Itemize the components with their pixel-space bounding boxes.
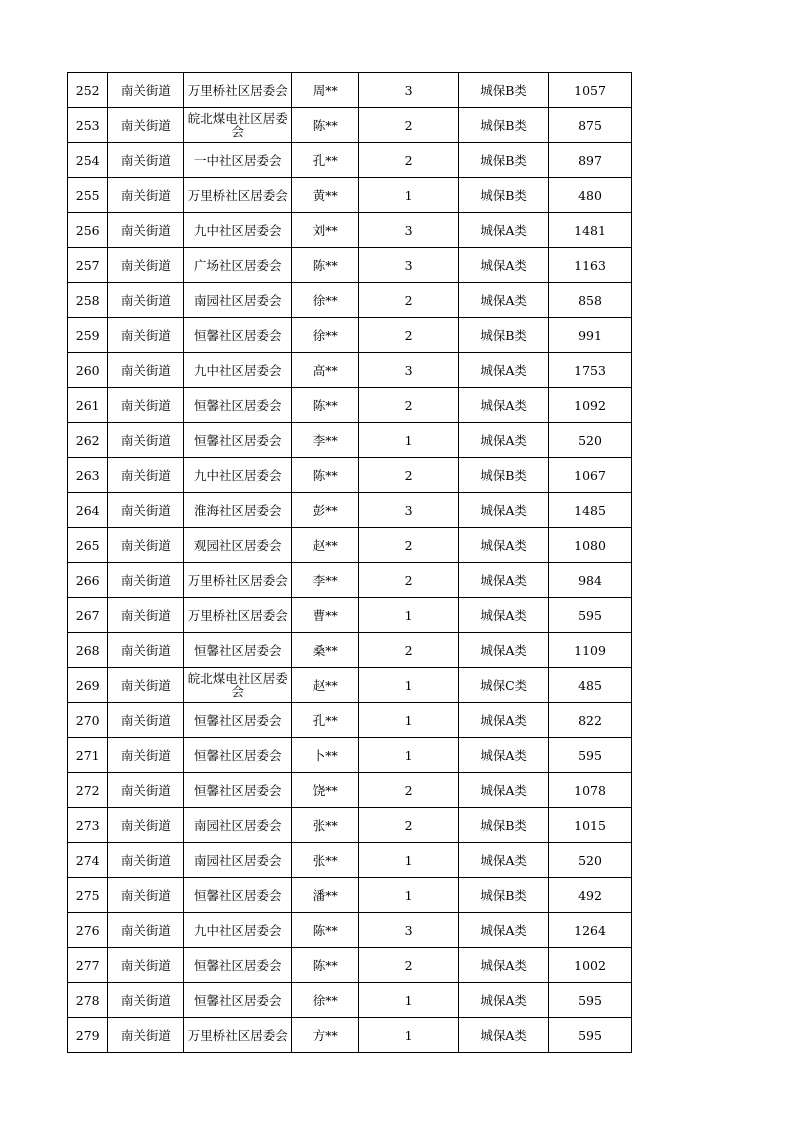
row-number-cell: 256 <box>68 213 108 248</box>
insurance-type-cell: 城保A类 <box>459 528 549 563</box>
table-row <box>68 738 632 773</box>
name-cell: 李** <box>292 423 359 458</box>
row-number-cell: 278 <box>68 983 108 1018</box>
row-number-cell: 261 <box>68 388 108 423</box>
table-row <box>68 178 632 213</box>
community-cell <box>184 913 292 948</box>
table-row <box>68 283 632 318</box>
community-label: 南园社区居委会 <box>194 852 282 868</box>
row-number-cell: 265 <box>68 528 108 563</box>
household-count-cell: 3 <box>359 73 459 108</box>
name-cell: 徐** <box>292 983 359 1018</box>
community-cell <box>184 948 292 983</box>
community-label: 恒馨社区居委会 <box>194 992 282 1008</box>
community-label: 皖北煤电社区居委会 <box>187 111 288 139</box>
insurance-type-cell: 城保A类 <box>459 843 549 878</box>
amount-cell: 984 <box>549 563 632 598</box>
street-cell: 南关街道 <box>108 773 184 808</box>
table-row <box>68 108 632 143</box>
community-label: 九中社区居委会 <box>194 222 282 238</box>
community-cell <box>184 983 292 1018</box>
amount-cell: 991 <box>549 318 632 353</box>
insurance-type-cell: 城保B类 <box>459 878 549 913</box>
street-cell: 南关街道 <box>108 73 184 108</box>
table-row <box>68 878 632 913</box>
row-number-cell: 268 <box>68 633 108 668</box>
street-cell: 南关街道 <box>108 213 184 248</box>
name-cell: 饶** <box>292 773 359 808</box>
street-cell: 南关街道 <box>108 563 184 598</box>
amount-cell: 1015 <box>549 808 632 843</box>
household-count-cell: 3 <box>359 353 459 388</box>
community-label: 恒馨社区居委会 <box>194 642 282 658</box>
table-row <box>68 493 632 528</box>
community-cell <box>184 108 292 143</box>
insurance-type-cell: 城保B类 <box>459 108 549 143</box>
community-label: 九中社区居委会 <box>194 922 282 938</box>
household-count-cell: 2 <box>359 773 459 808</box>
name-cell: 桑** <box>292 633 359 668</box>
community-label: 恒馨社区居委会 <box>194 747 282 763</box>
street-cell: 南关街道 <box>108 598 184 633</box>
amount-cell: 1067 <box>549 458 632 493</box>
community-label: 皖北煤电社区居委会 <box>187 671 288 699</box>
community-label: 观园社区居委会 <box>194 537 282 553</box>
name-cell: 赵** <box>292 528 359 563</box>
records-table <box>67 72 632 1053</box>
table-row <box>68 598 632 633</box>
name-cell: 陈** <box>292 248 359 283</box>
name-cell: 孔** <box>292 703 359 738</box>
household-count-cell: 2 <box>359 528 459 563</box>
amount-cell: 492 <box>549 878 632 913</box>
row-number-cell: 257 <box>68 248 108 283</box>
table-row <box>68 668 632 703</box>
row-number-cell: 255 <box>68 178 108 213</box>
amount-cell: 595 <box>549 598 632 633</box>
name-cell: 彭** <box>292 493 359 528</box>
amount-cell: 1080 <box>549 528 632 563</box>
name-cell: 黄** <box>292 178 359 213</box>
community-label: 九中社区居委会 <box>194 467 282 483</box>
table-row <box>68 703 632 738</box>
table-row <box>68 73 632 108</box>
community-label: 恒馨社区居委会 <box>194 887 282 903</box>
street-cell: 南关街道 <box>108 913 184 948</box>
household-count-cell: 2 <box>359 318 459 353</box>
amount-cell: 595 <box>549 1018 632 1053</box>
row-number-cell: 259 <box>68 318 108 353</box>
insurance-type-cell: 城保A类 <box>459 913 549 948</box>
household-count-cell: 2 <box>359 458 459 493</box>
name-cell: 徐** <box>292 283 359 318</box>
table-row <box>68 143 632 178</box>
household-count-cell: 2 <box>359 633 459 668</box>
community-label: 万里桥社区居委会 <box>187 187 288 203</box>
community-cell <box>184 808 292 843</box>
household-count-cell: 3 <box>359 913 459 948</box>
insurance-type-cell: 城保A类 <box>459 983 549 1018</box>
community-cell <box>184 143 292 178</box>
name-cell: 陈** <box>292 913 359 948</box>
name-cell: 卜** <box>292 738 359 773</box>
insurance-type-cell: 城保A类 <box>459 248 549 283</box>
table-row <box>68 843 632 878</box>
street-cell: 南关街道 <box>108 528 184 563</box>
records-table-body <box>68 73 632 1053</box>
street-cell: 南关街道 <box>108 248 184 283</box>
name-cell: 曹** <box>292 598 359 633</box>
row-number-cell: 269 <box>68 668 108 703</box>
community-cell <box>184 318 292 353</box>
name-cell: 周** <box>292 73 359 108</box>
table-row <box>68 913 632 948</box>
street-cell: 南关街道 <box>108 353 184 388</box>
street-cell: 南关街道 <box>108 493 184 528</box>
row-number-cell: 279 <box>68 1018 108 1053</box>
community-label: 恒馨社区居委会 <box>194 957 282 973</box>
community-label: 万里桥社区居委会 <box>187 1027 288 1043</box>
community-label: 南园社区居委会 <box>194 292 282 308</box>
table-row <box>68 948 632 983</box>
name-cell: 陈** <box>292 388 359 423</box>
amount-cell: 595 <box>549 738 632 773</box>
name-cell: 陈** <box>292 948 359 983</box>
amount-cell: 1753 <box>549 353 632 388</box>
row-number-cell: 254 <box>68 143 108 178</box>
community-cell <box>184 843 292 878</box>
amount-cell: 875 <box>549 108 632 143</box>
insurance-type-cell: 城保B类 <box>459 143 549 178</box>
insurance-type-cell: 城保A类 <box>459 283 549 318</box>
name-cell: 刘** <box>292 213 359 248</box>
insurance-type-cell: 城保A类 <box>459 633 549 668</box>
community-cell <box>184 458 292 493</box>
name-cell: 陈** <box>292 458 359 493</box>
household-count-cell: 3 <box>359 213 459 248</box>
street-cell: 南关街道 <box>108 388 184 423</box>
street-cell: 南关街道 <box>108 703 184 738</box>
street-cell: 南关街道 <box>108 318 184 353</box>
table-row <box>68 633 632 668</box>
community-cell <box>184 738 292 773</box>
community-label: 万里桥社区居委会 <box>187 607 288 623</box>
household-count-cell: 2 <box>359 948 459 983</box>
household-count-cell: 2 <box>359 143 459 178</box>
community-cell <box>184 248 292 283</box>
name-cell: 潘** <box>292 878 359 913</box>
insurance-type-cell: 城保A类 <box>459 948 549 983</box>
amount-cell: 1057 <box>549 73 632 108</box>
table-row <box>68 388 632 423</box>
row-number-cell: 262 <box>68 423 108 458</box>
amount-cell: 520 <box>549 423 632 458</box>
household-count-cell: 3 <box>359 248 459 283</box>
name-cell: 孔** <box>292 143 359 178</box>
insurance-type-cell: 城保B类 <box>459 808 549 843</box>
street-cell: 南关街道 <box>108 458 184 493</box>
row-number-cell: 258 <box>68 283 108 318</box>
insurance-type-cell: 城保A类 <box>459 773 549 808</box>
insurance-type-cell: 城保A类 <box>459 598 549 633</box>
amount-cell: 897 <box>549 143 632 178</box>
amount-cell: 480 <box>549 178 632 213</box>
name-cell: 徐** <box>292 318 359 353</box>
table-row <box>68 213 632 248</box>
insurance-type-cell: 城保A类 <box>459 213 549 248</box>
name-cell: 方** <box>292 1018 359 1053</box>
insurance-type-cell: 城保C类 <box>459 668 549 703</box>
street-cell: 南关街道 <box>108 423 184 458</box>
community-cell <box>184 178 292 213</box>
community-cell <box>184 73 292 108</box>
street-cell: 南关街道 <box>108 108 184 143</box>
community-cell <box>184 388 292 423</box>
household-count-cell: 1 <box>359 703 459 738</box>
household-count-cell: 1 <box>359 598 459 633</box>
household-count-cell: 1 <box>359 423 459 458</box>
amount-cell: 1002 <box>549 948 632 983</box>
community-cell <box>184 878 292 913</box>
name-cell: 高** <box>292 353 359 388</box>
household-count-cell: 2 <box>359 808 459 843</box>
household-count-cell: 1 <box>359 738 459 773</box>
name-cell: 李** <box>292 563 359 598</box>
row-number-cell: 275 <box>68 878 108 913</box>
household-count-cell: 1 <box>359 983 459 1018</box>
household-count-cell: 3 <box>359 493 459 528</box>
street-cell: 南关街道 <box>108 1018 184 1053</box>
community-label: 南园社区居委会 <box>194 817 282 833</box>
table-row <box>68 773 632 808</box>
insurance-type-cell: 城保B类 <box>459 318 549 353</box>
household-count-cell: 1 <box>359 178 459 213</box>
street-cell: 南关街道 <box>108 878 184 913</box>
table-row <box>68 318 632 353</box>
amount-cell: 520 <box>549 843 632 878</box>
name-cell: 张** <box>292 808 359 843</box>
community-cell <box>184 493 292 528</box>
amount-cell: 1109 <box>549 633 632 668</box>
amount-cell: 485 <box>549 668 632 703</box>
insurance-type-cell: 城保A类 <box>459 353 549 388</box>
community-cell <box>184 423 292 458</box>
community-cell <box>184 598 292 633</box>
table-row <box>68 458 632 493</box>
row-number-cell: 277 <box>68 948 108 983</box>
table-row <box>68 248 632 283</box>
row-number-cell: 273 <box>68 808 108 843</box>
row-number-cell: 263 <box>68 458 108 493</box>
table-row <box>68 808 632 843</box>
community-cell <box>184 528 292 563</box>
row-number-cell: 264 <box>68 493 108 528</box>
community-label: 九中社区居委会 <box>194 362 282 378</box>
community-label: 一中社区居委会 <box>194 152 282 168</box>
community-label: 恒馨社区居委会 <box>194 782 282 798</box>
household-count-cell: 1 <box>359 668 459 703</box>
street-cell: 南关街道 <box>108 738 184 773</box>
community-label: 恒馨社区居委会 <box>194 397 282 413</box>
street-cell: 南关街道 <box>108 983 184 1018</box>
insurance-type-cell: 城保A类 <box>459 1018 549 1053</box>
street-cell: 南关街道 <box>108 633 184 668</box>
household-count-cell: 1 <box>359 843 459 878</box>
community-cell <box>184 283 292 318</box>
row-number-cell: 267 <box>68 598 108 633</box>
street-cell: 南关街道 <box>108 283 184 318</box>
insurance-type-cell: 城保A类 <box>459 493 549 528</box>
insurance-type-cell: 城保A类 <box>459 738 549 773</box>
street-cell: 南关街道 <box>108 178 184 213</box>
community-label: 恒馨社区居委会 <box>194 432 282 448</box>
row-number-cell: 271 <box>68 738 108 773</box>
amount-cell: 1092 <box>549 388 632 423</box>
amount-cell: 858 <box>549 283 632 318</box>
street-cell: 南关街道 <box>108 143 184 178</box>
community-label: 万里桥社区居委会 <box>187 572 288 588</box>
insurance-type-cell: 城保A类 <box>459 703 549 738</box>
community-label: 万里桥社区居委会 <box>187 82 288 98</box>
table-row <box>68 563 632 598</box>
table-row <box>68 983 632 1018</box>
table-row <box>68 1018 632 1053</box>
row-number-cell: 253 <box>68 108 108 143</box>
street-cell: 南关街道 <box>108 948 184 983</box>
amount-cell: 1163 <box>549 248 632 283</box>
amount-cell: 595 <box>549 983 632 1018</box>
community-cell <box>184 703 292 738</box>
household-count-cell: 2 <box>359 563 459 598</box>
community-cell <box>184 633 292 668</box>
household-count-cell: 1 <box>359 1018 459 1053</box>
community-cell <box>184 773 292 808</box>
insurance-type-cell: 城保B类 <box>459 458 549 493</box>
name-cell: 陈** <box>292 108 359 143</box>
row-number-cell: 260 <box>68 353 108 388</box>
community-label: 淮海社区居委会 <box>194 502 282 518</box>
name-cell: 张** <box>292 843 359 878</box>
amount-cell: 822 <box>549 703 632 738</box>
community-label: 恒馨社区居委会 <box>194 712 282 728</box>
row-number-cell: 276 <box>68 913 108 948</box>
street-cell: 南关街道 <box>108 668 184 703</box>
table-row <box>68 423 632 458</box>
street-cell: 南关街道 <box>108 808 184 843</box>
community-cell <box>184 563 292 598</box>
community-cell <box>184 1018 292 1053</box>
household-count-cell: 2 <box>359 388 459 423</box>
amount-cell: 1264 <box>549 913 632 948</box>
household-count-cell: 1 <box>359 878 459 913</box>
name-cell: 赵** <box>292 668 359 703</box>
community-cell <box>184 213 292 248</box>
community-label: 恒馨社区居委会 <box>194 327 282 343</box>
table-row <box>68 353 632 388</box>
row-number-cell: 270 <box>68 703 108 738</box>
amount-cell: 1485 <box>549 493 632 528</box>
amount-cell: 1078 <box>549 773 632 808</box>
table-row <box>68 528 632 563</box>
insurance-type-cell: 城保B类 <box>459 178 549 213</box>
row-number-cell: 274 <box>68 843 108 878</box>
amount-cell: 1481 <box>549 213 632 248</box>
community-cell <box>184 353 292 388</box>
insurance-type-cell: 城保A类 <box>459 563 549 598</box>
insurance-type-cell: 城保A类 <box>459 388 549 423</box>
street-cell: 南关街道 <box>108 843 184 878</box>
insurance-type-cell: 城保A类 <box>459 423 549 458</box>
household-count-cell: 2 <box>359 283 459 318</box>
community-cell <box>184 668 292 703</box>
household-count-cell: 2 <box>359 108 459 143</box>
row-number-cell: 266 <box>68 563 108 598</box>
row-number-cell: 272 <box>68 773 108 808</box>
row-number-cell: 252 <box>68 73 108 108</box>
insurance-type-cell: 城保B类 <box>459 73 549 108</box>
community-label: 广场社区居委会 <box>194 257 282 273</box>
